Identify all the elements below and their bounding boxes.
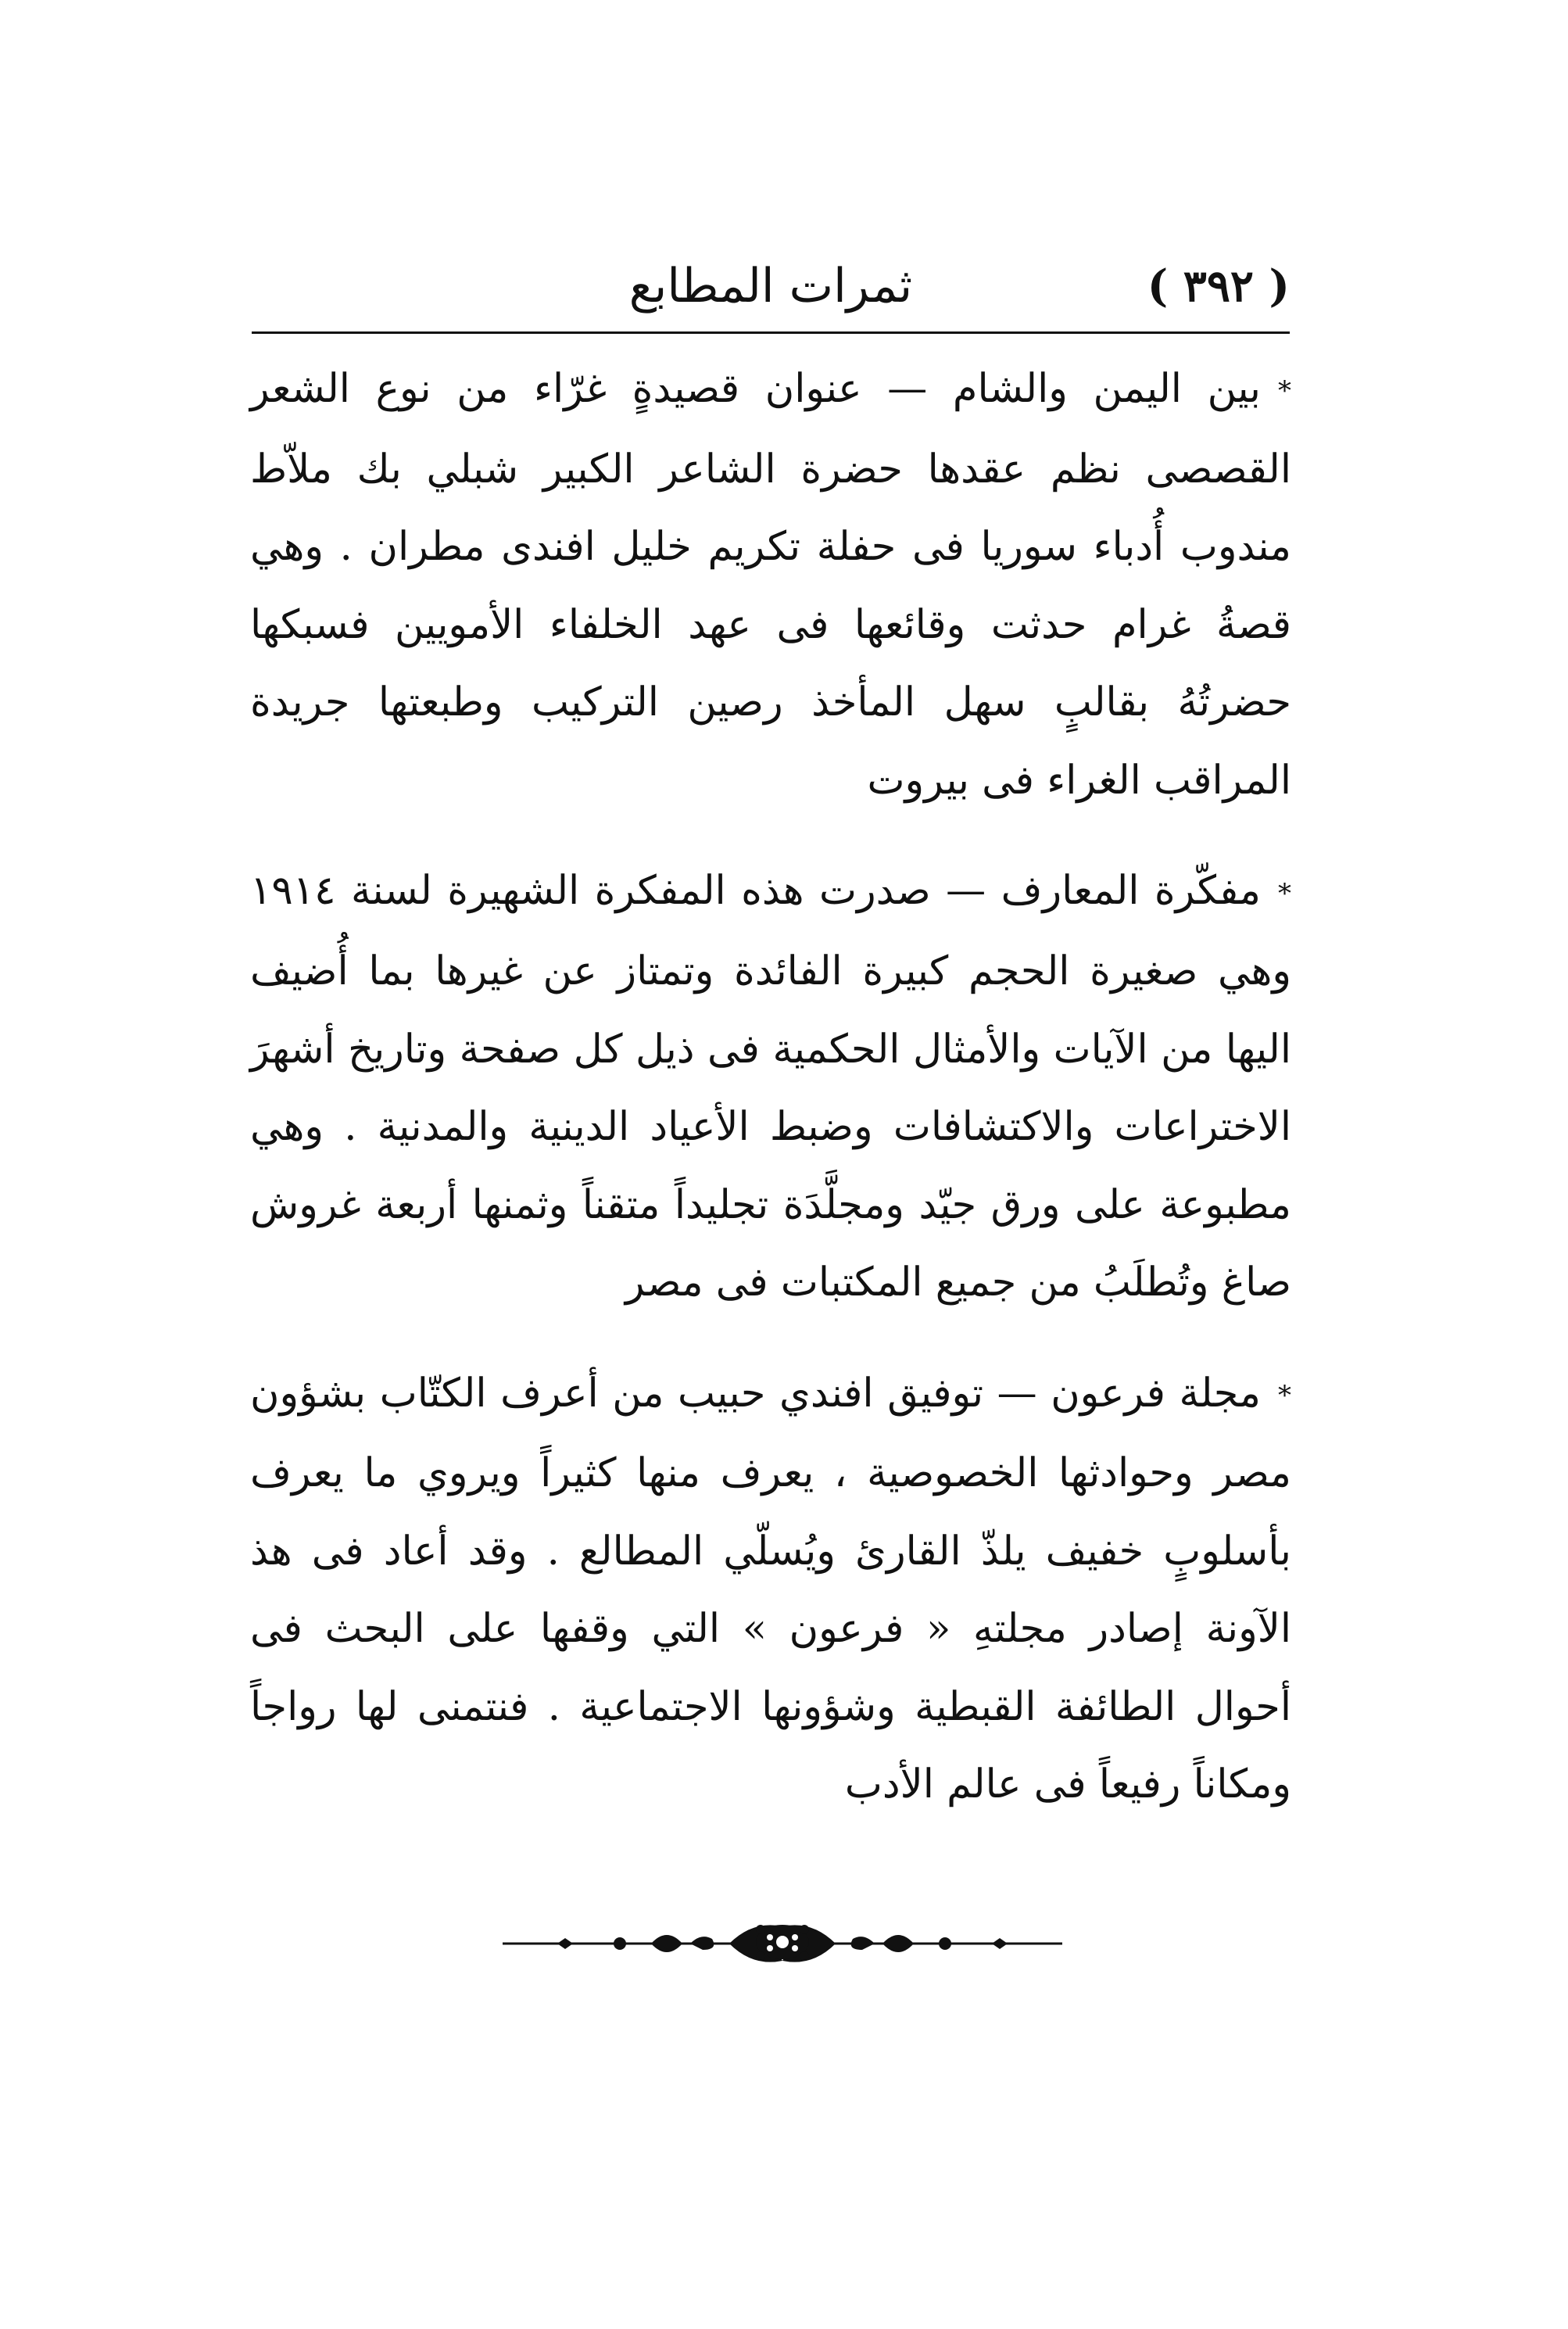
running-title: ثمرات المطابع: [628, 259, 913, 314]
entry-text: مجلة فرعون — توفيق افندي حبيب من أعرف الكتّاب بشؤون مصر وحوادثها الخصوصية ، يعرف منها كثيراً ويروي ما يعرف بأسلوبٍ خفيف يلذّ القارئ ويُسلّي المطالع . وقد أعاد فى هذ الآونة إصادر مجلتهِ « فرعون » التي وقفها على البحث فى أحوال الطائفة القبطية وشؤونها الاجتماعية . فنتمنى لها رواجاً ومكاناً رفيعاً فى عالم الأدب: [250, 1370, 1292, 1808]
review-entry-bayn-al-yaman: [250, 350, 1291, 819]
asterisk-bullet-icon: *: [1278, 1379, 1291, 1411]
entry-text: بين اليمن والشام — عنوان قصيدةٍ غرّاء من نوع الشعر القصصى نظم عقدها حضرة الشاعر الكبير شبلي بك ملاّط مندوب أُدباء سوريا فى حفلة تكريم خليل افندى مطران . وهي قصةُ غرام حدثت وقائعها فى عهد الخلفاء الأمويين فسبكها حضرتُهُ بقالبٍ سهل المأخذ رصين التركيب وطبعتها جريدة المراقب الغراء فى بيروت: [250, 366, 1291, 804]
page-body: [250, 350, 1291, 1857]
entry-text: مفكّرة المعارف — صدرت هذه المفكرة الشهيرة لسنة ١٩١٤ وهي صغيرة الحجم كبيرة الفائدة وتمتاز عن غيرها بما أُضيف اليها من الآيات والأمثال الحكمية فى ذيل كل صفحة وتاريخ أشهرَ الاختراعات والاكتشافات وضبط الأعياد الدينية والمدنية . وهي مطبوعة على ورق جيّد ومجلَّدَة تجليداً متقناً وثمنها أربعة غروش صاغ وتُطلَبُ من جميع المكتبات فى مصر: [250, 868, 1291, 1306]
review-entry-mufakkirat-al-maarif: [250, 852, 1291, 1321]
page-number: ( ٣٩٢ ): [1147, 260, 1290, 312]
asterisk-bullet-icon: *: [1278, 877, 1291, 909]
review-entry-majallat-firawn: [250, 1355, 1291, 1824]
asterisk-bullet-icon: *: [1278, 375, 1291, 407]
page-header: [252, 249, 1290, 335]
header-rule: [252, 331, 1290, 334]
floral-divider-ornament-icon: [503, 1920, 1062, 1964]
